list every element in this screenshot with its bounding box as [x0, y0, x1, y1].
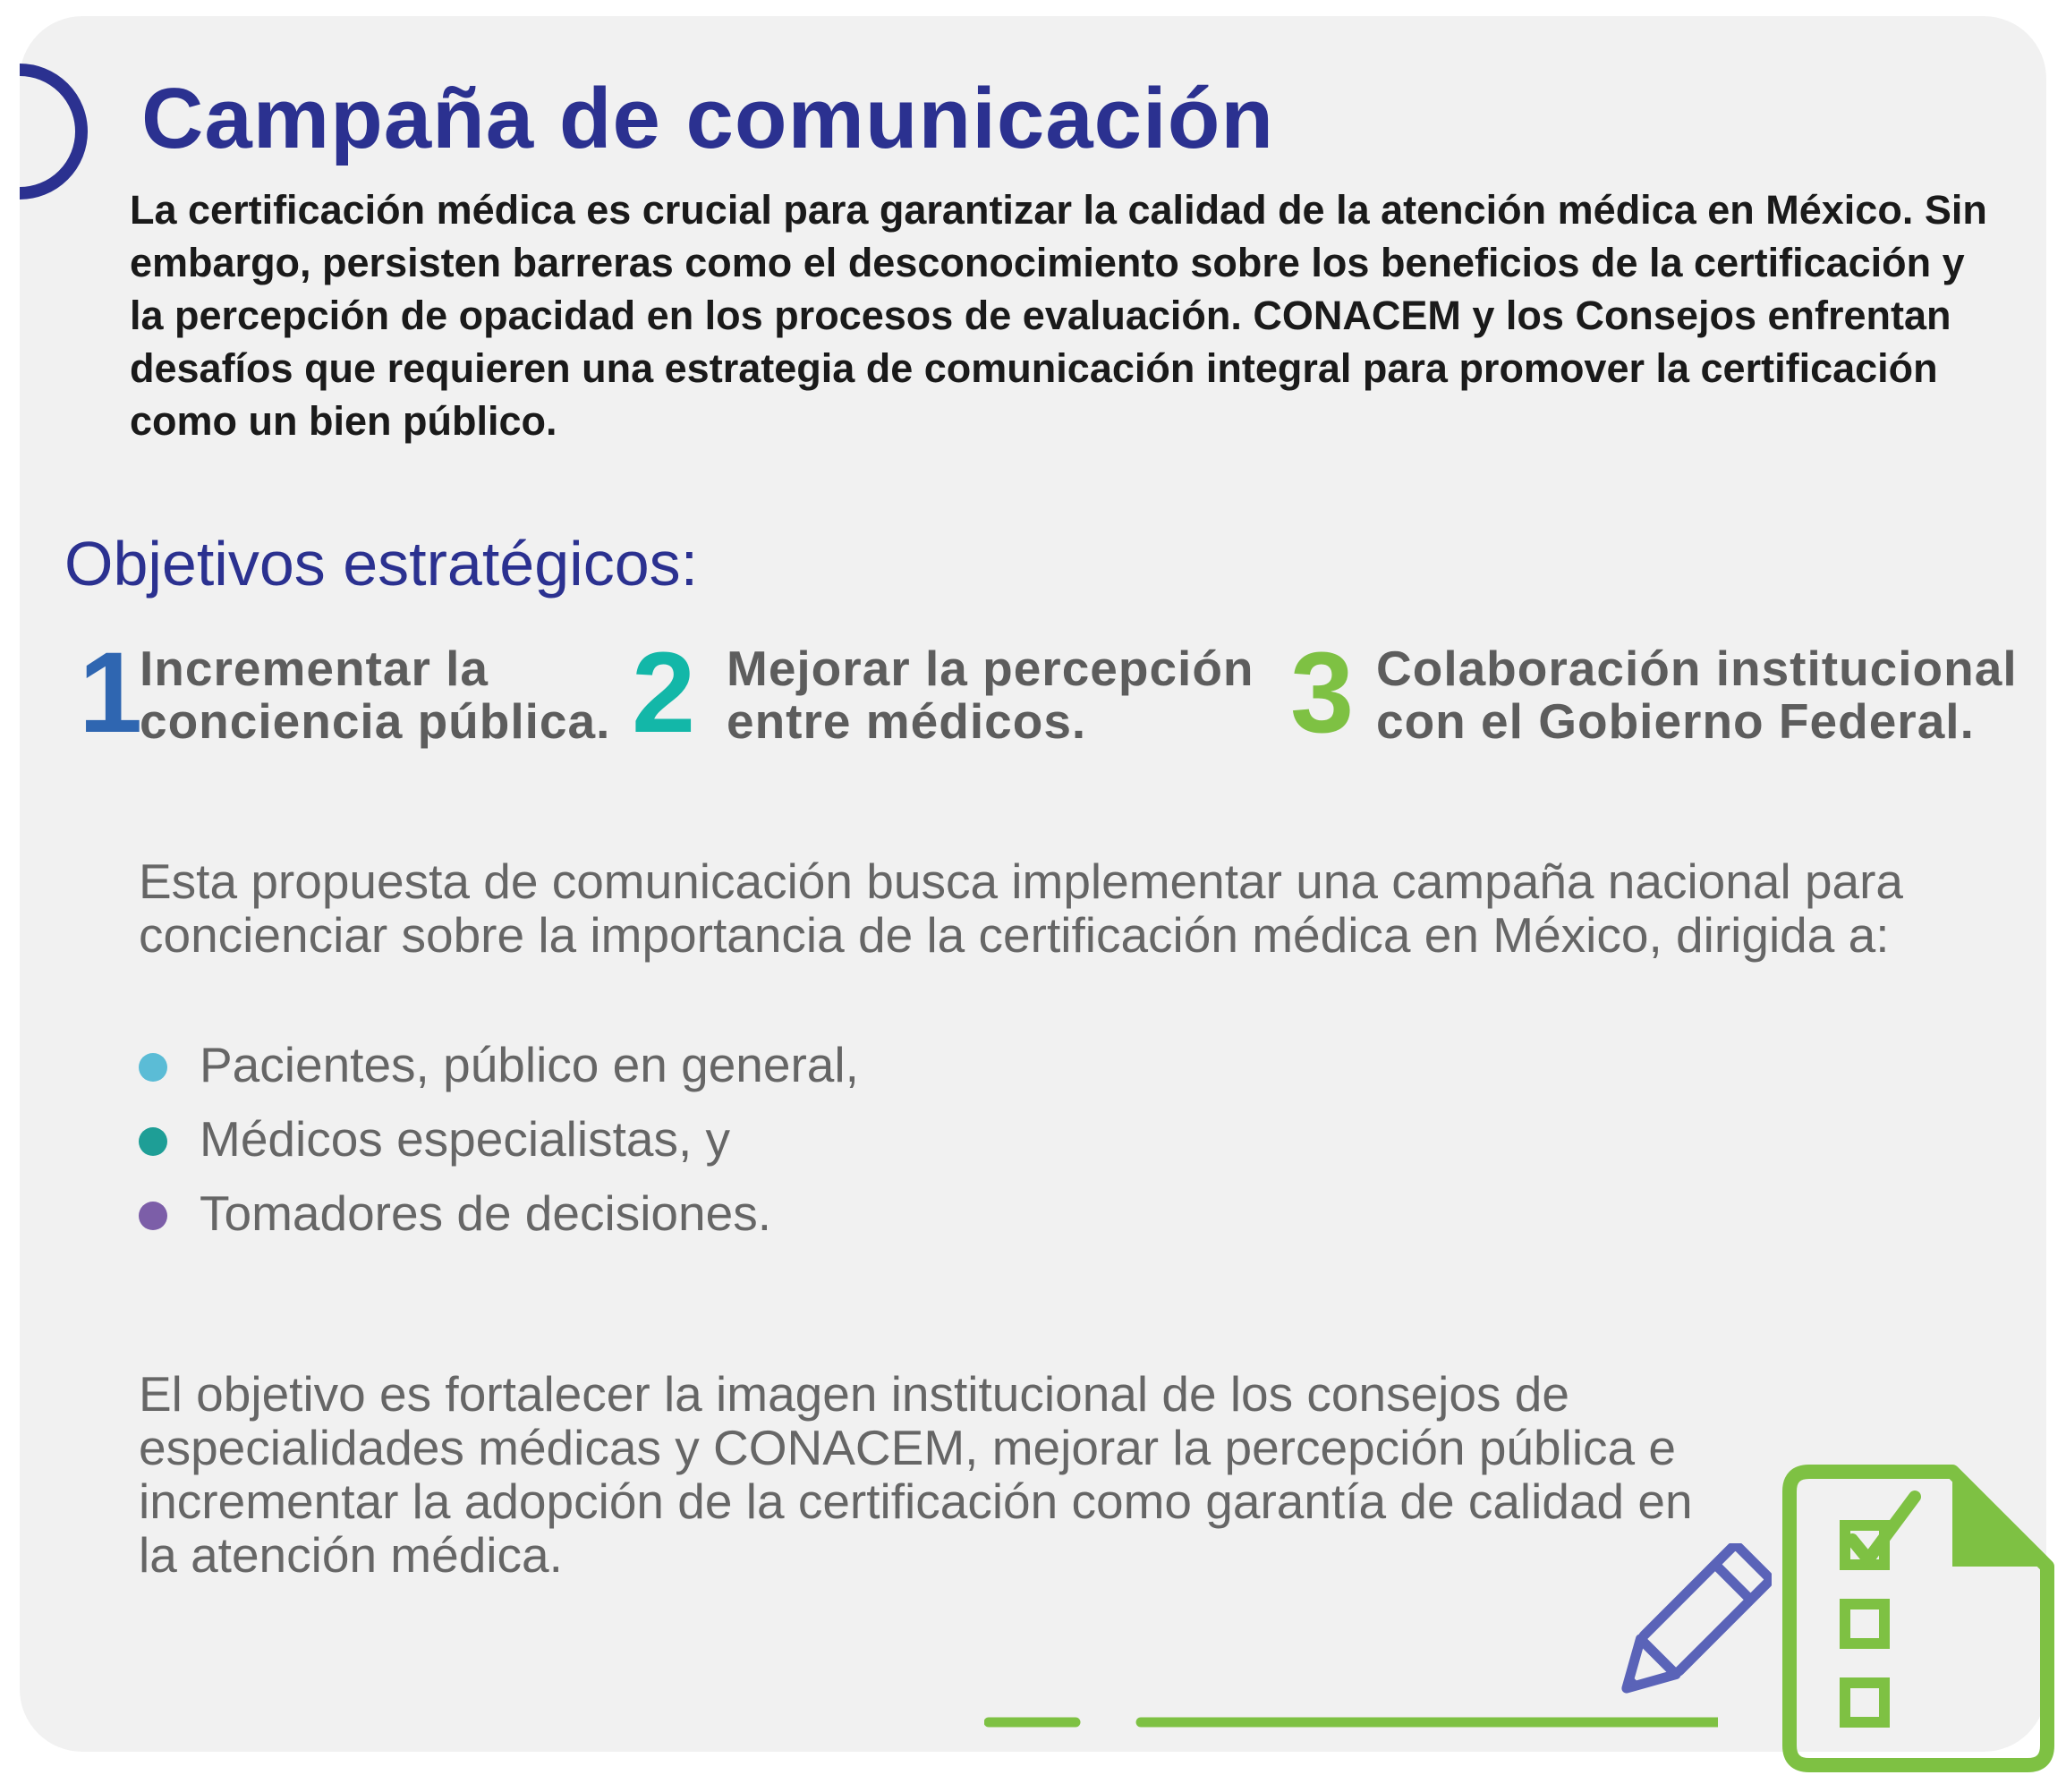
- pencil-icon: [1611, 1543, 1772, 1704]
- list-item: [139, 1182, 859, 1256]
- closing-paragraph: El objetivo es fortalecer la imagen institucional de los consejos de especialidades médicas y CONACEM, mejorar la percepción pública e incrementar la adopción de la certificación como garantía de calidad en la atención médica.: [139, 1366, 1693, 1583]
- objectives-heading: Objetivos estratégicos:: [64, 529, 699, 599]
- objective-number: 2: [632, 629, 696, 757]
- bullet-dot-icon: [139, 1053, 167, 1082]
- objective-text: [1376, 642, 2018, 748]
- objective-line: Colaboración institucional: [1376, 641, 2018, 696]
- checklist-document-icon: [1782, 1461, 2058, 1776]
- objective-line: Mejorar la percepción: [727, 641, 1254, 696]
- audience-label: Pacientes, público en general,: [200, 1037, 859, 1092]
- list-item: [139, 1033, 859, 1108]
- corner-arc-decoration: [0, 54, 98, 215]
- list-item: [139, 1108, 859, 1182]
- objective-number: 3: [1290, 629, 1355, 757]
- objective-number: 1: [79, 629, 143, 757]
- objective-line: con el Gobierno Federal.: [1376, 693, 1975, 749]
- objective-line: entre médicos.: [727, 693, 1087, 749]
- audience-label: Médicos especialistas, y: [200, 1111, 731, 1167]
- page-title: Campaña de comunicación: [141, 71, 1274, 166]
- audience-label: Tomadores de decisiones.: [200, 1185, 771, 1241]
- decorative-lines: [984, 1713, 1718, 1731]
- objective-text: [140, 642, 610, 748]
- objective-line: Incrementar la: [140, 641, 489, 696]
- bullet-dot-icon: [139, 1127, 167, 1156]
- objective-line: conciencia pública.: [140, 693, 611, 749]
- bullet-dot-icon: [139, 1202, 167, 1230]
- objective-text: [727, 642, 1254, 748]
- intro-paragraph: La certificación médica es crucial para garantizar la calidad de la atención médica en México. Sin embargo, persisten barreras como el desconocimiento sobre los beneficios de la certificación y la percepción de opacidad en los procesos de evaluación. CONACEM y los Consejos enfrentan desafíos que requieren una estrategia de comunicación integral para promover la certificación como un bien público.: [130, 187, 1987, 444]
- proposal-paragraph: Esta propuesta de comunicación busca implementar una campaña nacional para concienciar sobre la importancia de la certificación médica en México, dirigida a:: [139, 854, 1904, 963]
- audience-list: [139, 1033, 859, 1256]
